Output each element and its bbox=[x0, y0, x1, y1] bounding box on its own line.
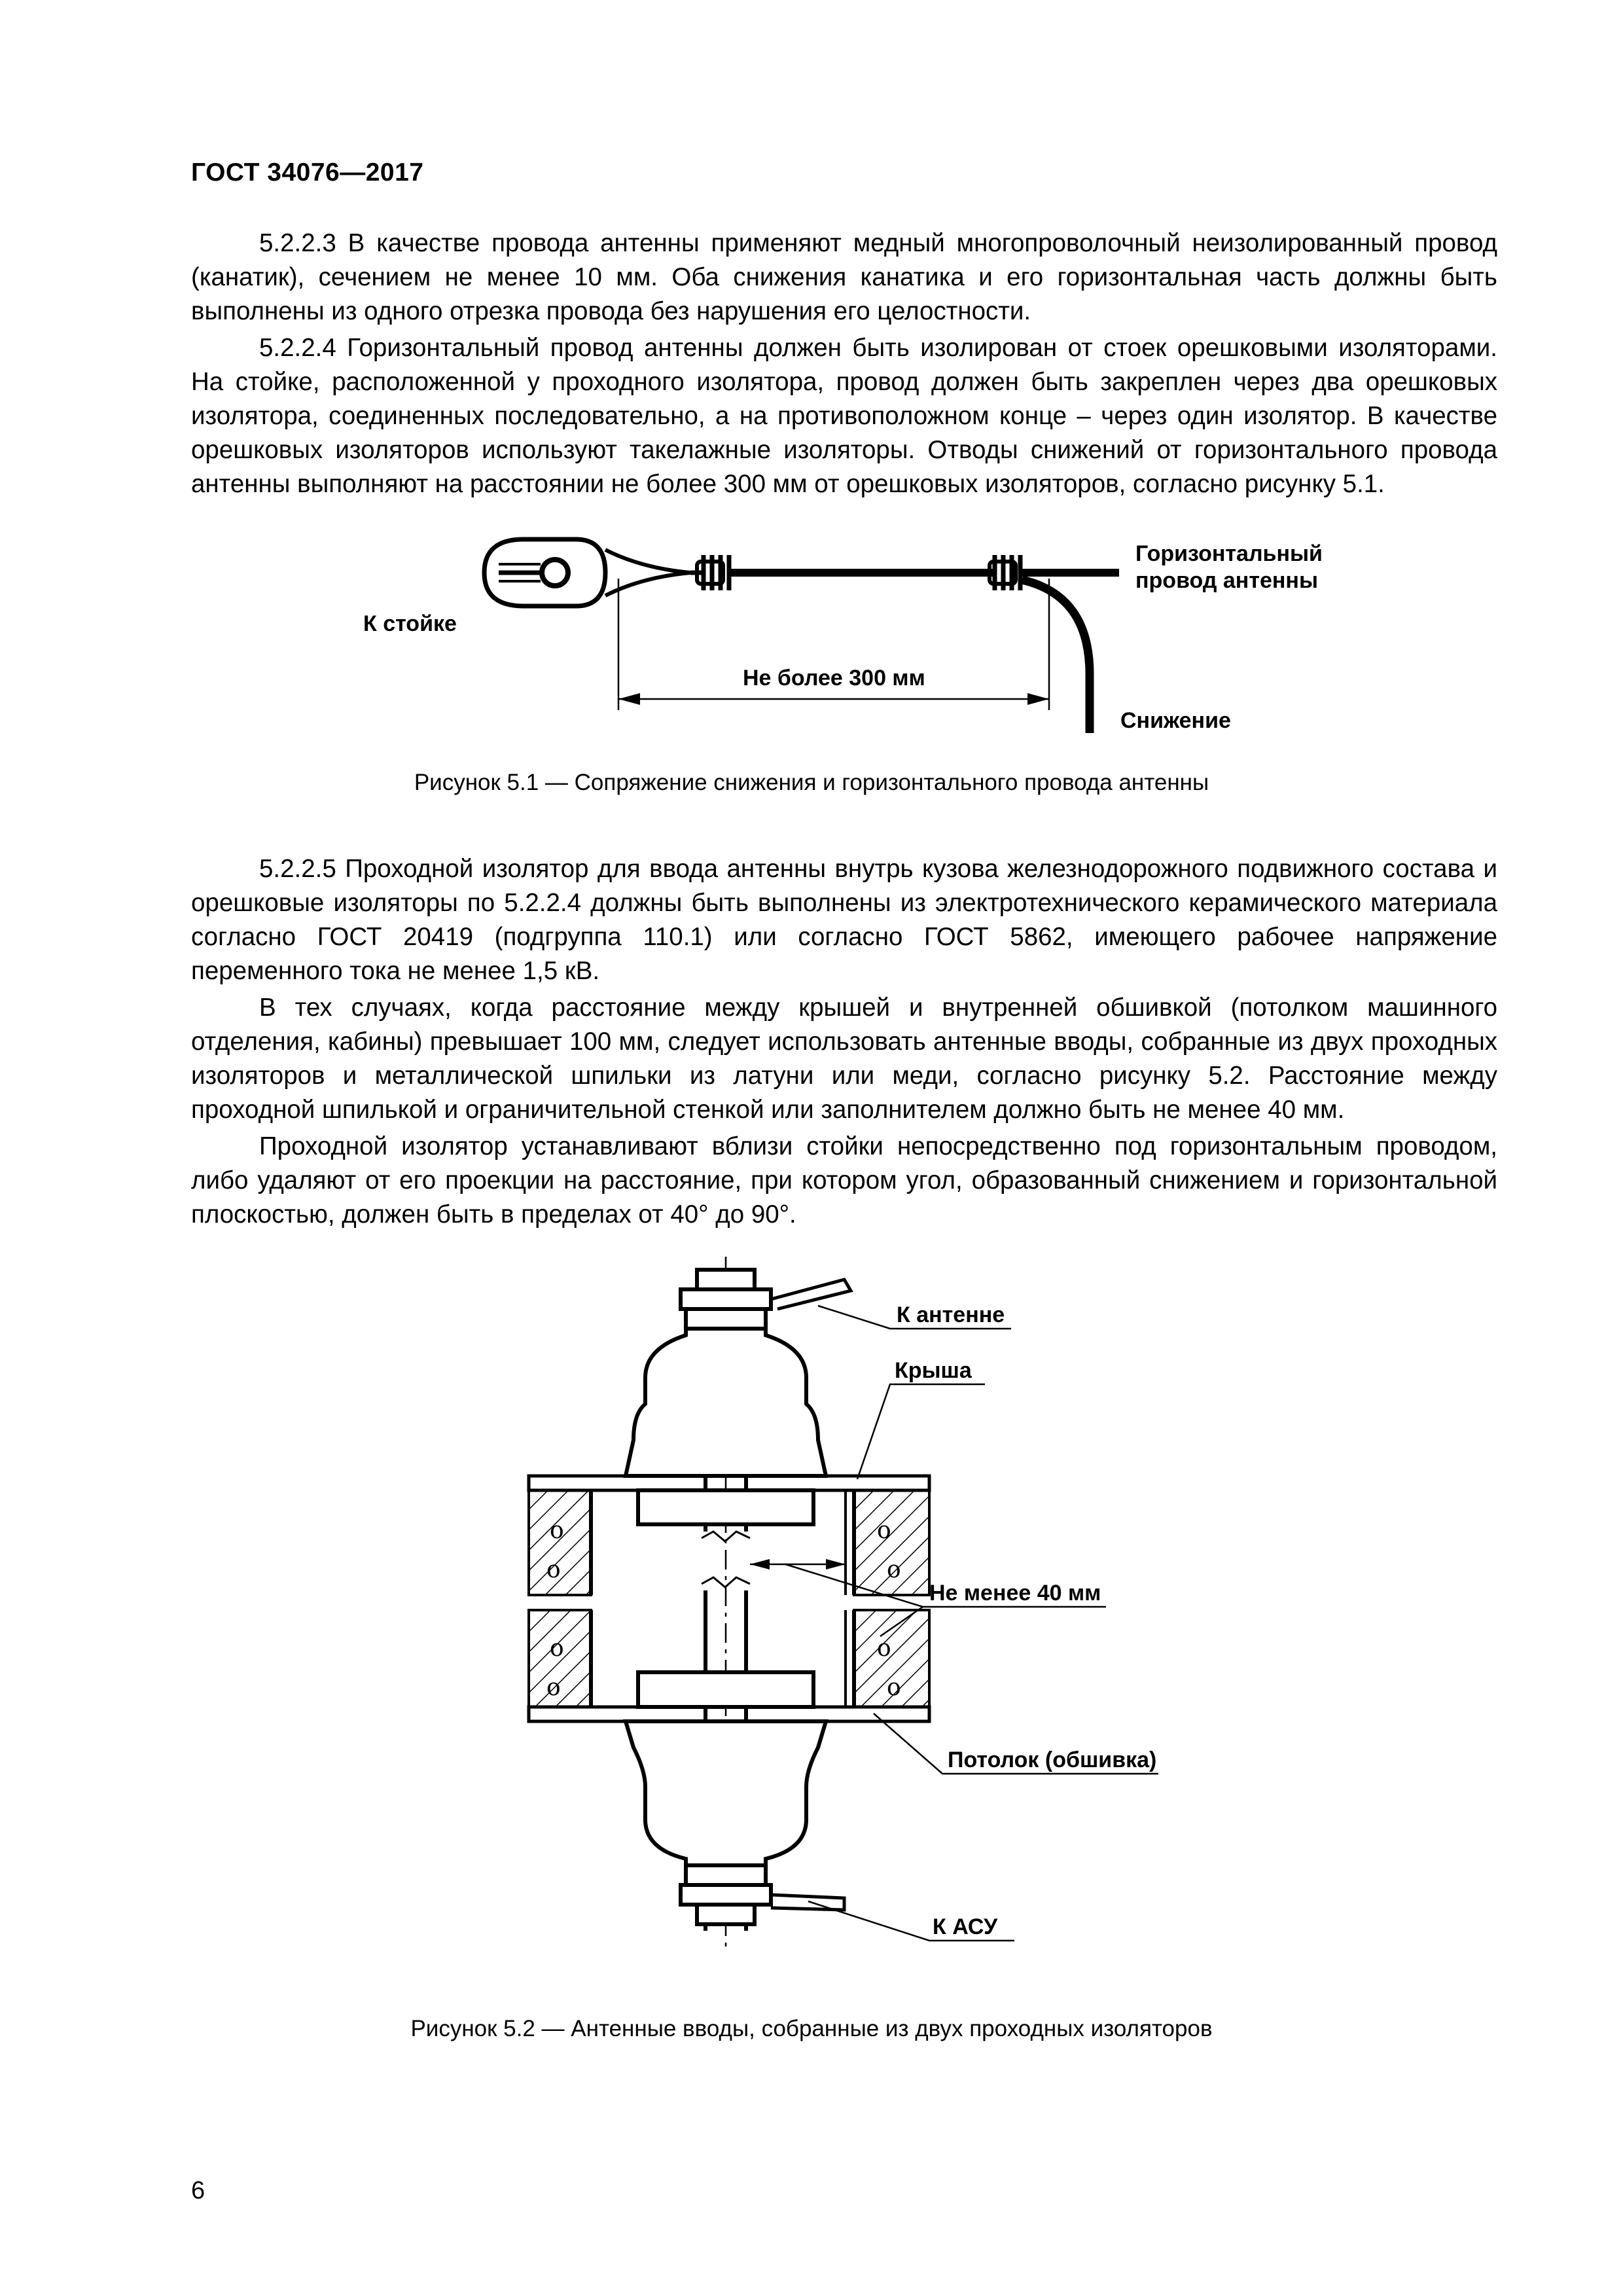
svg-text:ο: ο bbox=[877, 1517, 891, 1544]
document-header: ГОСТ 34076—2017 bbox=[191, 158, 424, 187]
label-ceiling: Потолок (обшивка) bbox=[948, 1748, 1157, 1772]
svg-text:ο: ο bbox=[546, 1674, 561, 1701]
label-down: Снижение bbox=[1120, 708, 1231, 733]
text-block-middle bbox=[191, 852, 1497, 1234]
label-antenna: К антенне bbox=[897, 1302, 1005, 1327]
svg-text:ο: ο bbox=[887, 1556, 901, 1583]
figure-5-2-caption: Рисунок 5.2 — Антенные вводы, собранные из двух проходных изоляторов bbox=[410, 2016, 1213, 2041]
filler-right-lower bbox=[846, 1610, 929, 1707]
antenna-terminal bbox=[771, 1280, 851, 1309]
paragraph-5-2-2-4: 5.2.2.4 Горизонтальный провод антенны должен быть изолирован от стоек орешковыми изоляторами. На стойке, расположенной у проходного изолятора, провод должен быть закреплен через два орешковых изолятора, соединенных последовательно, а на противоположном конце – через один изолятор. В качестве орешковых изоляторов используют такелажные изоляторы. Отводы снижений от горизонтального провода антенны выполняют на расстоянии не более 300 мм от орешковых изоляторов, согласно рисунку 5.1. bbox=[191, 334, 1497, 498]
filler-right-upper bbox=[846, 1490, 929, 1595]
text-block-top bbox=[191, 226, 1497, 504]
paragraph-placement: Проходной изолятор устанавливают вблизи стойки непосредственно под горизонтальным проводом, либо удаляют от его проекции на расстояние, при котором угол, образованный снижением и горизонтальной плоскостью, должен быть в пределах от 40° до 90°. bbox=[191, 1132, 1497, 1229]
paragraph-5-2-2-3: 5.2.2.3 В качестве провода антенны применяют медный многопроволочный неизолированный провод (канатик), сечением не менее 10 мм. Оба снижения канатика и его горизонтальная часть должны быть выполнены из одного отрезка провода без нарушения его целостности. bbox=[191, 229, 1497, 325]
filler-left-lower bbox=[529, 1610, 591, 1707]
svg-text:ο: ο bbox=[550, 1635, 564, 1662]
roof-plate bbox=[529, 1476, 929, 1490]
svg-text:ο: ο bbox=[887, 1674, 901, 1701]
page-number: 6 bbox=[191, 2177, 205, 2204]
coil-icon bbox=[690, 555, 729, 590]
ceiling-plate bbox=[529, 1707, 929, 1721]
svg-text:ο: ο bbox=[877, 1635, 891, 1662]
figure-5-1-caption: Рисунок 5.1 — Сопряжение снижения и горизонтального провода антенны bbox=[414, 770, 1209, 795]
label-distance: Не более 300 мм bbox=[743, 666, 925, 691]
asu-terminal bbox=[771, 1895, 844, 1910]
post-insulator-icon bbox=[484, 539, 690, 606]
svg-text:ο: ο bbox=[550, 1517, 564, 1544]
paragraph-5-2-2-5: 5.2.2.5 Проходной изолятор для ввода антенны внутрь кузова железнодорожного подвижного состава и орешковые изоляторы по 5.2.2.4 должны быть выполнены из электротехнического керамического материала согласно ГОСТ 20419 (подгруппа 110.1) или согласно ГОСТ 5862, имеющего рабочее напряжение переменного тока не менее 1,5 кВ. bbox=[191, 855, 1497, 985]
label-asu: К АСУ bbox=[933, 1914, 998, 1939]
figure-5-1 bbox=[0, 524, 1623, 772]
label-wire-line2: провод антенны bbox=[1135, 568, 1318, 593]
paragraph-distance: В тех случаях, когда расстояние между крышей и внутренней обшивкой (потолком машинного отделения, кабины) превышает 100 мм, следует использовать антенные вводы, собранные из двух проходных изоляторов и металлической шпильки из латуни или меди, согласно рисунку 5.2. Расстояние между проходной шпилькой и ограничительной стенкой или заполнителем должно быть не менее 40 мм. bbox=[191, 994, 1497, 1124]
svg-text:ο: ο bbox=[546, 1556, 561, 1583]
drop-wire bbox=[1022, 580, 1090, 733]
label-roof: Крыша bbox=[895, 1358, 972, 1383]
filler-left-upper bbox=[529, 1490, 591, 1595]
label-gap: Не менее 40 мм bbox=[929, 1581, 1101, 1605]
coil-icon bbox=[990, 555, 1020, 590]
label-wire-line1: Горизонтальный bbox=[1135, 541, 1323, 566]
label-post: К стойке bbox=[363, 611, 457, 636]
figure-5-2 bbox=[0, 1244, 1623, 1977]
